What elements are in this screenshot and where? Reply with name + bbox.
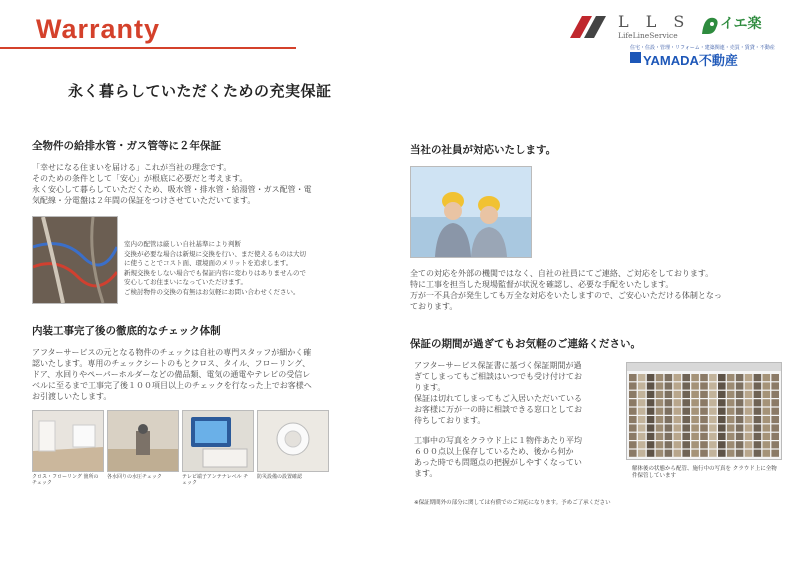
photo-thumbnail [691, 416, 699, 423]
photo-thumbnail [763, 408, 771, 415]
photo-thumbnail [763, 374, 771, 381]
photo-thumbnail [629, 408, 637, 415]
photo-thumbnail [727, 433, 735, 440]
photo-thumbnail [745, 424, 753, 431]
photo-thumbnail [629, 382, 637, 389]
photo-thumbnail [665, 391, 673, 398]
photo-thumbnail [700, 399, 708, 406]
staff-line: 特に工事を担当した現場監督が状況を確認し、必要な手配をいたします。 [410, 280, 674, 289]
photo-thumbnail [656, 441, 664, 448]
photo-thumbnail [647, 416, 655, 423]
photo-thumbnail [763, 450, 771, 457]
lls-logo-text: L L S [618, 12, 691, 31]
photo-thumbnail [736, 450, 744, 457]
yamada-logo-icon [630, 52, 641, 63]
lls-logo-icon [570, 14, 612, 38]
pipes-line: 「幸せになる住まいを届ける」これが当社の理念です。 [32, 163, 232, 172]
after-line: ます。 [414, 469, 438, 478]
photo-thumbnail [754, 416, 762, 423]
photo-thumbnail [691, 424, 699, 431]
photo-thumbnail [763, 433, 771, 440]
photo-thumbnail [727, 450, 735, 457]
photo-thumbnail [656, 399, 664, 406]
photo-thumbnail [682, 408, 690, 415]
title-underline [0, 47, 296, 49]
photo-thumbnail [763, 441, 771, 448]
photo-thumbnail [691, 433, 699, 440]
photo-thumbnail [736, 391, 744, 398]
photo-thumbnail [745, 399, 753, 406]
photo-thumbnail [754, 408, 762, 415]
photo-thumbnail [763, 416, 771, 423]
photo-thumbnail [629, 391, 637, 398]
photo-thumbnail [691, 382, 699, 389]
photo-thumbnail [656, 382, 664, 389]
photo-thumbnail [754, 374, 762, 381]
photo-thumbnail [674, 391, 682, 398]
photo-thumbnail [647, 424, 655, 431]
photo-thumbnail [700, 382, 708, 389]
photo-thumbnail [665, 374, 673, 381]
photo-thumbnail [665, 433, 673, 440]
ieraku-logo-text: イエ楽 [720, 16, 762, 32]
photo-thumbnail [700, 408, 708, 415]
photo-thumbnail [647, 382, 655, 389]
photo-thumbnail [745, 408, 753, 415]
photo-thumbnail [736, 424, 744, 431]
photo-thumbnail [709, 382, 717, 389]
photo-thumbnail [682, 433, 690, 440]
after-text [414, 360, 614, 479]
photo-thumbnail [718, 441, 726, 448]
photo-thumbnail [771, 374, 779, 381]
cloud-caption: 解体後の状態から配管、施行中の写真を クラウド上に全物件保管しています [632, 466, 777, 479]
photo-thumbnail [647, 391, 655, 398]
photo-thumbnail [638, 374, 646, 381]
photo-thumbnail [718, 374, 726, 381]
photo-thumbnail [629, 450, 637, 457]
after-line: あった時でも問題点の把握がしやすくなってい [414, 458, 582, 467]
check-photo-detector [257, 410, 329, 472]
photo-thumbnail [727, 441, 735, 448]
cloud-screenshot [626, 362, 782, 460]
photo-thumbnail [682, 382, 690, 389]
photo-thumbnail [674, 424, 682, 431]
pipes-heading: 全物件の給排水管・ガス管等に２年保証 [32, 140, 221, 152]
photo-thumbnail [736, 408, 744, 415]
photo-thumbnail [665, 416, 673, 423]
photo-thumbnail [709, 399, 717, 406]
photo-thumbnail [754, 391, 762, 398]
pipe-photo-text [124, 240, 364, 297]
photo-thumbnail [638, 433, 646, 440]
after-line: お客様に万が一の時に相談できる窓口としてお [414, 405, 582, 414]
photo-thumbnail [700, 416, 708, 423]
check-caption-detector: 防災設備の設置確認 [257, 474, 303, 480]
yamada-logo-text: YAMADA不動産 [643, 53, 738, 68]
check-caption-water: 各水回りの水圧チェック [107, 474, 162, 480]
pipe-photo-line: 安心してお住まいになっていただけます。 [124, 278, 247, 286]
photo-thumbnail [709, 374, 717, 381]
staff-photo [410, 166, 532, 258]
photo-thumbnail [709, 424, 717, 431]
photo-thumbnail [638, 441, 646, 448]
lls-logo-subtext: LifeLineService [618, 31, 678, 40]
photo-thumbnail [754, 441, 762, 448]
photo-thumbnail [771, 441, 779, 448]
photo-thumbnail [745, 374, 753, 381]
photo-thumbnail [736, 441, 744, 448]
photo-thumbnail [638, 416, 646, 423]
photo-thumbnail [736, 416, 744, 423]
after-line: ぎてしまってもご相談はいつでも受け付けてお [414, 372, 582, 381]
photo-thumbnail [700, 374, 708, 381]
pipes-line: 永く安心して暮らしていただくため、吸水管・排水管・給湯管・ガス配管・電 [32, 185, 312, 194]
photo-thumbnail [727, 399, 735, 406]
check-caption-tv: テレビ端子アンテナレベル チェック [182, 474, 249, 486]
photo-thumbnail [656, 424, 664, 431]
photo-thumbnail [736, 374, 744, 381]
pipe-photo-line: 新規交換をしない場合でも保証内容に変わりはありませんので [124, 268, 306, 277]
photo-thumbnail [709, 408, 717, 415]
photo-thumbnail [629, 399, 637, 406]
photo-thumbnail [727, 416, 735, 423]
pipes-text [32, 162, 362, 206]
photo-thumbnail [665, 399, 673, 406]
check-caption-cloth: クロス・フローリング 箇所のチェック [32, 474, 99, 486]
photo-thumbnail [718, 450, 726, 457]
photo-thumbnail [647, 441, 655, 448]
photo-thumbnail [718, 399, 726, 406]
pipes-line: そのための条件として「安心」が根底に必要だと考えます。 [32, 174, 248, 183]
photo-thumbnail [665, 382, 673, 389]
photo-thumbnail [700, 450, 708, 457]
after-line: 保証は切れてしまってもご入居いただいている [414, 394, 582, 403]
photo-thumbnail [745, 391, 753, 398]
photo-thumbnail [656, 433, 664, 440]
photo-thumbnail [638, 399, 646, 406]
photo-thumbnail [682, 424, 690, 431]
photo-thumbnail [754, 450, 762, 457]
photo-thumbnail [656, 416, 664, 423]
after-line: ６００点以上保存しているため、後から何か [414, 447, 574, 456]
photo-thumbnail [638, 424, 646, 431]
photo-thumbnail [665, 424, 673, 431]
photo-thumbnail [727, 374, 735, 381]
photo-thumbnail [647, 450, 655, 457]
photo-thumbnail [771, 433, 779, 440]
photo-thumbnail [638, 408, 646, 415]
photo-thumbnail [727, 391, 735, 398]
staff-line: ております。 [410, 302, 458, 311]
photo-thumbnail [629, 424, 637, 431]
photo-thumbnail [754, 399, 762, 406]
photo-thumbnail [674, 408, 682, 415]
photo-thumbnail [674, 382, 682, 389]
photo-thumbnail [682, 399, 690, 406]
pipe-photo [32, 216, 118, 304]
photo-thumbnail [656, 374, 664, 381]
photo-thumbnail [629, 374, 637, 381]
photo-thumbnail [674, 416, 682, 423]
photo-thumbnail [682, 450, 690, 457]
check-photo-cloth [32, 410, 104, 472]
photo-thumbnail [727, 408, 735, 415]
photo-thumbnail [674, 441, 682, 448]
photo-thumbnail [727, 424, 735, 431]
photo-thumbnail [682, 374, 690, 381]
check-line: お引渡しいたします。 [32, 392, 112, 401]
photo-thumbnail [736, 399, 744, 406]
check-photo-water [107, 410, 179, 472]
check-line: 認いたします。専用のチェックシートのもとクロス、タイル、フローリング、 [32, 359, 311, 368]
photo-thumbnail [718, 433, 726, 440]
photo-thumbnail [638, 450, 646, 457]
check-line: ベルに至るまで工事完了後１００項目以上のチェックを行なった上でお客様へ [32, 381, 312, 390]
photo-thumbnail [691, 441, 699, 448]
photo-thumbnail [656, 450, 664, 457]
photo-thumbnail [656, 408, 664, 415]
photo-thumbnail [647, 408, 655, 415]
photo-thumbnail [745, 433, 753, 440]
photo-thumbnail [736, 382, 744, 389]
photo-thumbnail [647, 433, 655, 440]
after-heading: 保証の期間が過ぎてもお気軽のご連絡ください。 [410, 338, 641, 350]
page-title: Warranty [36, 14, 161, 44]
photo-thumbnail [745, 441, 753, 448]
photo-thumbnail [700, 433, 708, 440]
photo-thumbnail [718, 391, 726, 398]
photo-thumbnail [691, 374, 699, 381]
photo-thumbnail [718, 408, 726, 415]
photo-thumbnail [674, 399, 682, 406]
photo-thumbnail [629, 416, 637, 423]
pipes-line: 気配線・分電盤は２年間の保証をつけさせていただいてます。 [32, 196, 256, 205]
photo-thumbnail [682, 416, 690, 423]
photo-thumbnail [709, 433, 717, 440]
photo-thumbnail [727, 382, 735, 389]
photo-thumbnail [700, 424, 708, 431]
photo-thumbnail [771, 391, 779, 398]
photo-thumbnail [629, 441, 637, 448]
photo-thumbnail [709, 391, 717, 398]
pipe-photo-line: に使うことでコスト面、環境面のメリットを追求します。 [124, 259, 293, 267]
photo-thumbnail [638, 391, 646, 398]
photo-thumbnail [754, 382, 762, 389]
photo-thumbnail [691, 399, 699, 406]
photo-thumbnail [718, 382, 726, 389]
staff-line: 全ての対応を外部の機関ではなく、自社の社員にてご連絡、ご対応をしております。 [410, 269, 714, 278]
photo-thumbnail [682, 441, 690, 448]
photo-thumbnail [629, 433, 637, 440]
photo-thumbnail [665, 450, 673, 457]
photo-thumbnail [656, 391, 664, 398]
photo-thumbnail [691, 391, 699, 398]
photo-thumbnail [771, 408, 779, 415]
photo-thumbnail [736, 433, 744, 440]
check-heading: 内装工事完了後の徹底的なチェック体制 [32, 325, 221, 337]
yamada-tagline: 住宅・住設・管理・リフォーム・建築関連・売買・賃貸・不動産 [630, 45, 775, 51]
photo-thumbnail [674, 433, 682, 440]
photo-thumbnail [718, 424, 726, 431]
footnote: ※保証期間外の部分に関しては有償でのご対応になります。予めご了承ください [414, 500, 611, 506]
check-text [32, 347, 372, 402]
pipe-photo-line: 交換が必要な場合は新規に交換を行い、まだ使えるものは大切 [124, 249, 306, 258]
staff-heading: 当社の社員が対応いたします。 [410, 144, 557, 156]
photo-thumbnail [754, 433, 762, 440]
photo-thumbnail [709, 441, 717, 448]
photo-thumbnail [709, 416, 717, 423]
photo-thumbnail [700, 391, 708, 398]
after-line: 工事中の写真をクラウド上に１物件あたり平均 [414, 436, 582, 445]
photo-thumbnail [763, 424, 771, 431]
photo-thumbnail [700, 441, 708, 448]
after-line: ります。 [414, 383, 446, 392]
photo-thumbnail [709, 450, 717, 457]
check-line: ドア、水回りやペーパーホルダーなどの備品類、電気の通電やテレビの受信レ [32, 370, 311, 379]
photo-thumbnail [665, 408, 673, 415]
photo-thumbnail [745, 416, 753, 423]
photo-thumbnail [745, 450, 753, 457]
pipe-photo-line: 室内の配管は厳しい自社基準により判断 [124, 240, 241, 248]
photo-thumbnail [745, 382, 753, 389]
photo-thumbnail [691, 408, 699, 415]
check-line: アフターサービスの元となる物件のチェックは自社の専門スタッフが細かく確 [32, 348, 312, 357]
photo-thumbnail [771, 382, 779, 389]
photo-thumbnail [682, 391, 690, 398]
photo-thumbnail [638, 382, 646, 389]
photo-thumbnail [647, 374, 655, 381]
after-spacer [414, 426, 614, 435]
photo-thumbnail [647, 399, 655, 406]
photo-thumbnail [771, 399, 779, 406]
photo-thumbnail [674, 374, 682, 381]
photo-thumbnail [771, 416, 779, 423]
check-photo-tv [182, 410, 254, 472]
after-line: アフターサービス保証書に基づく保証期間が過 [414, 361, 582, 370]
photo-thumbnail [718, 416, 726, 423]
page-subtitle: 永く暮らしていただくための充実保証 [68, 82, 332, 100]
photo-thumbnail [771, 450, 779, 457]
photo-thumbnail [691, 450, 699, 457]
staff-line: 万が一不具合が発生しても万全な対応をいたしますので、ご安心いただける体制となっ [410, 291, 722, 300]
photo-thumbnail [771, 424, 779, 431]
photo-thumbnail [763, 399, 771, 406]
staff-text [410, 268, 780, 312]
photo-thumbnail [763, 382, 771, 389]
photo-thumbnail [754, 424, 762, 431]
photo-thumbnail [674, 450, 682, 457]
after-line: 待ちしております。 [414, 416, 486, 425]
photo-thumbnail [665, 441, 673, 448]
photo-thumbnail [763, 391, 771, 398]
pipe-photo-line: ご検討物件の交換の有無はお気軽にお問い合わせください。 [124, 287, 300, 296]
